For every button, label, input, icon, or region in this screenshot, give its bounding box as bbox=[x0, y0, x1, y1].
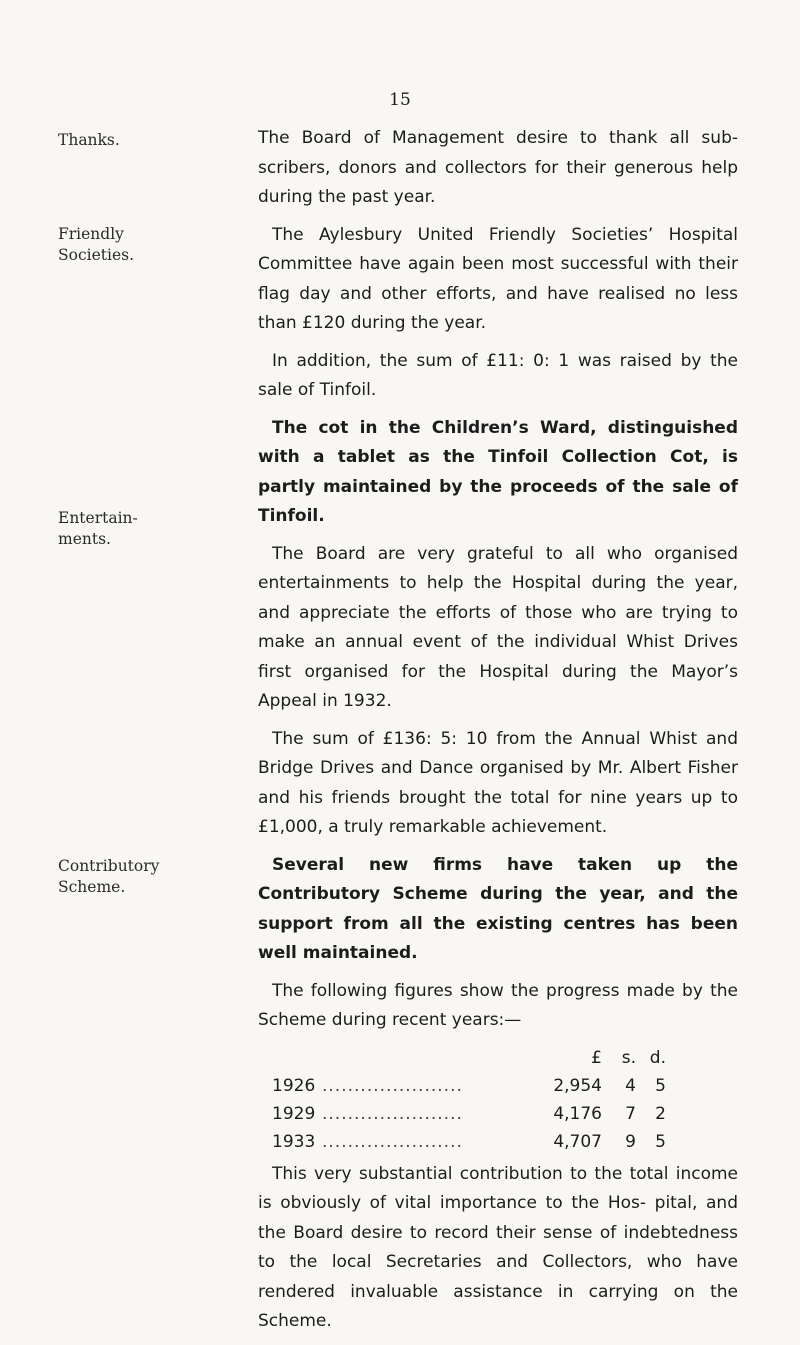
table-row bbox=[272, 1100, 666, 1128]
paragraph-closing: This very substantial contribution to the total income is obviously of vital importance to the Hos- pital, and the Board desire to record their sense of indebtedness to the local Secretaries and Collectors, who have rendered invaluable assistance in carrying on the Scheme. bbox=[258, 1163, 738, 1331]
body-text bbox=[258, 124, 738, 1345]
header-pounds: £ bbox=[591, 1047, 602, 1068]
margin-note-line: ments. bbox=[58, 530, 111, 548]
margin-note-entertainments bbox=[58, 508, 208, 550]
shillings-cell: 4 bbox=[625, 1075, 636, 1096]
paragraph-entertainments: The Board are very grateful to all who organised entertainments to help the Hospital during the year, and appreciate the efforts of those who are trying to make an annual event of the individual Whist Drives first organised for the Hospital during the Mayor’s Appeal in 1932. bbox=[258, 543, 738, 711]
margin-note-line: Scheme. bbox=[58, 878, 126, 896]
table-header-row bbox=[272, 1044, 666, 1072]
paragraph-contributory-scheme: Several new firms have taken up the Contributory Scheme during the year, and the support from all the existing centres has been well maintained. bbox=[258, 854, 738, 963]
table-row bbox=[272, 1128, 666, 1156]
year-cell: 1929 bbox=[272, 1103, 316, 1124]
table-row bbox=[272, 1072, 666, 1100]
leader-dots: ...................... bbox=[322, 1131, 463, 1152]
paragraph-thanks: The Board of Management desire to thank all sub- scribers, donors and collectors for their generous help during the past year. bbox=[258, 128, 738, 207]
shillings-cell: 7 bbox=[625, 1103, 636, 1124]
shillings-cell: 9 bbox=[625, 1131, 636, 1152]
margin-note-line: Societies. bbox=[58, 246, 135, 264]
paragraph-figures-intro: The following figures show the progress made by the Scheme during recent years:— bbox=[258, 980, 738, 1030]
pounds-cell: 2,954 bbox=[553, 1075, 602, 1096]
margin-note-thanks bbox=[58, 130, 208, 151]
paragraph-whist-drives: The sum of £136: 5: 10 from the Annual Whist and Bridge Drives and Dance organised by Mr. Albert Fisher and his friends brought the total for nine years up to £1,000, a truly remarkable achievement. bbox=[258, 728, 738, 837]
contributory-figures-table bbox=[272, 1044, 666, 1156]
year-cell: 1933 bbox=[272, 1131, 316, 1152]
paragraph-friendly-societies: The Aylesbury United Friendly Societies’ Hospital Committee have again been most successful with their flag day and other efforts, and have realised no less than £120 during the year. bbox=[258, 224, 738, 333]
margin-note-contributory-scheme bbox=[58, 856, 208, 898]
margin-note-thanks-line: Thanks. bbox=[58, 131, 120, 149]
leader-dots: ...................... bbox=[322, 1103, 463, 1124]
year-cell: 1926 bbox=[272, 1075, 316, 1096]
margin-note-line: Contributory bbox=[58, 857, 160, 875]
header-shillings: s. bbox=[621, 1047, 636, 1068]
leader-dots: ...................... bbox=[322, 1075, 463, 1096]
pence-cell: 5 bbox=[655, 1131, 666, 1152]
page-number: 15 bbox=[389, 90, 411, 110]
margin-note-line: Friendly bbox=[58, 225, 124, 243]
margin-note-line: Entertain- bbox=[58, 509, 138, 527]
pounds-cell: 4,176 bbox=[553, 1103, 602, 1124]
pounds-cell: 4,707 bbox=[553, 1131, 602, 1152]
header-pence: d. bbox=[649, 1047, 666, 1068]
paragraph-tinfoil: In addition, the sum of £11: 0: 1 was raised by the sale of Tinfoil. bbox=[258, 350, 738, 400]
margin-note-friendly-societies bbox=[58, 224, 208, 266]
pence-cell: 2 bbox=[655, 1103, 666, 1124]
paragraph-tinfoil-cot: The cot in the Children’s Ward, distinguished with a tablet as the Tinfoil Collection Cot, is partly maintained by the proceeds of the sale of Tinfoil. bbox=[258, 417, 738, 526]
pence-cell: 5 bbox=[655, 1075, 666, 1096]
